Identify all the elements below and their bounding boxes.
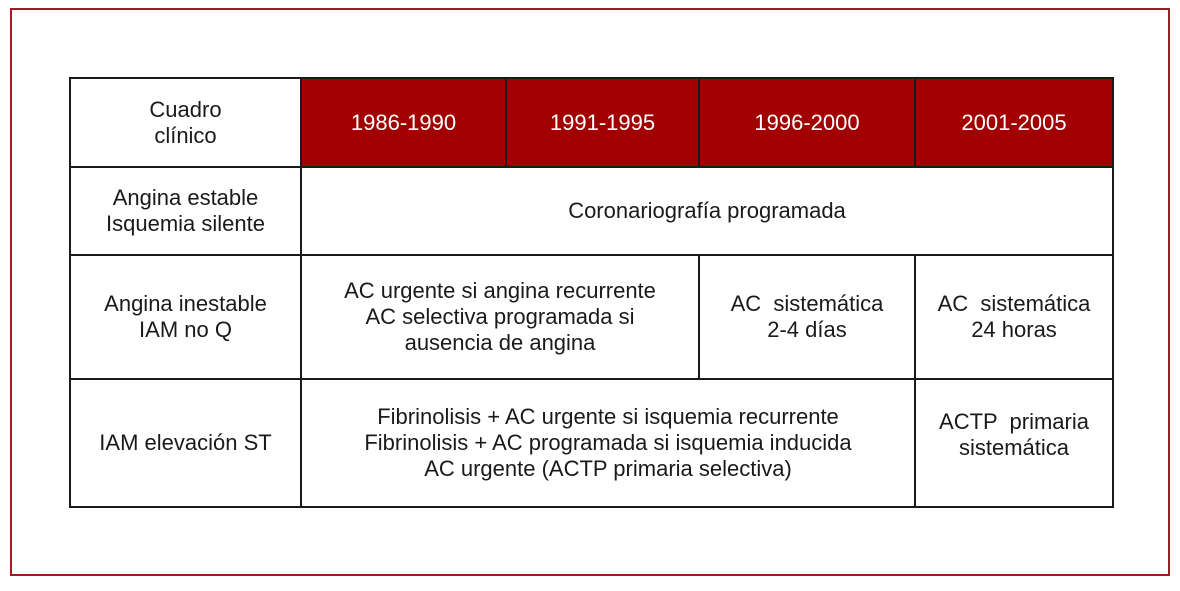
cell-line: AC sistemática bbox=[937, 291, 1091, 316]
row-label-angina-inestable bbox=[70, 255, 301, 379]
period-header-1986-1990: 1986-1990 bbox=[301, 78, 506, 167]
cell-coronariografia-programada bbox=[301, 167, 1113, 255]
cell-line: Fibrinolisis + AC urgente si isquemia recurrente bbox=[377, 404, 839, 429]
row-label-line: Angina inestable bbox=[104, 291, 267, 316]
row-label-line: Isquemia silente bbox=[106, 211, 265, 236]
cell-line: Fibrinolisis + AC programada si isquemia inducida bbox=[364, 430, 852, 455]
table-row-angina-estable bbox=[70, 167, 1113, 255]
cell-line: sistemática bbox=[958, 435, 1070, 460]
cell-line: AC urgente si angina recurrente bbox=[344, 278, 656, 303]
header-first-cell-line: Cuadro bbox=[149, 96, 222, 122]
header-first-cell-line: clínico bbox=[154, 122, 217, 148]
cell-ac-urgente-selectiva bbox=[301, 255, 699, 379]
period-header-1996-2000: 1996-2000 bbox=[699, 78, 915, 167]
header-first-cell bbox=[70, 78, 301, 167]
cell-ac-sistematica-2-4-dias bbox=[699, 255, 915, 379]
cell-line: 2-4 días bbox=[767, 317, 847, 342]
table-row-iam-elevacion-st bbox=[70, 379, 1113, 507]
header-row bbox=[70, 78, 1113, 167]
period-header-1991-1995: 1991-1995 bbox=[506, 78, 699, 167]
treatment-strategy-table bbox=[69, 77, 1114, 508]
cell-line: Coronariografía programada bbox=[568, 198, 846, 223]
table-row-angina-inestable bbox=[70, 255, 1113, 379]
cell-ac-sistematica-24-horas bbox=[915, 255, 1113, 379]
row-label-line: IAM elevación ST bbox=[99, 430, 272, 455]
row-label-angina-estable bbox=[70, 167, 301, 255]
cell-line: AC selectiva programada si bbox=[365, 304, 635, 329]
row-label-line: IAM no Q bbox=[139, 317, 232, 342]
row-label-line: Angina estable bbox=[112, 185, 259, 210]
cell-line: AC sistemática bbox=[730, 291, 884, 316]
cell-line: ACTP primaria bbox=[939, 409, 1089, 434]
cell-line: 24 horas bbox=[971, 317, 1057, 342]
cell-actp-primaria-sistematica bbox=[915, 379, 1113, 507]
cell-line: ausencia de angina bbox=[404, 330, 596, 355]
cell-line: AC urgente (ACTP primaria selectiva) bbox=[424, 456, 792, 481]
cell-fibrinolisis-options bbox=[301, 379, 915, 507]
period-header-2001-2005: 2001-2005 bbox=[915, 78, 1113, 167]
row-label-iam-elevacion-st bbox=[70, 379, 301, 507]
